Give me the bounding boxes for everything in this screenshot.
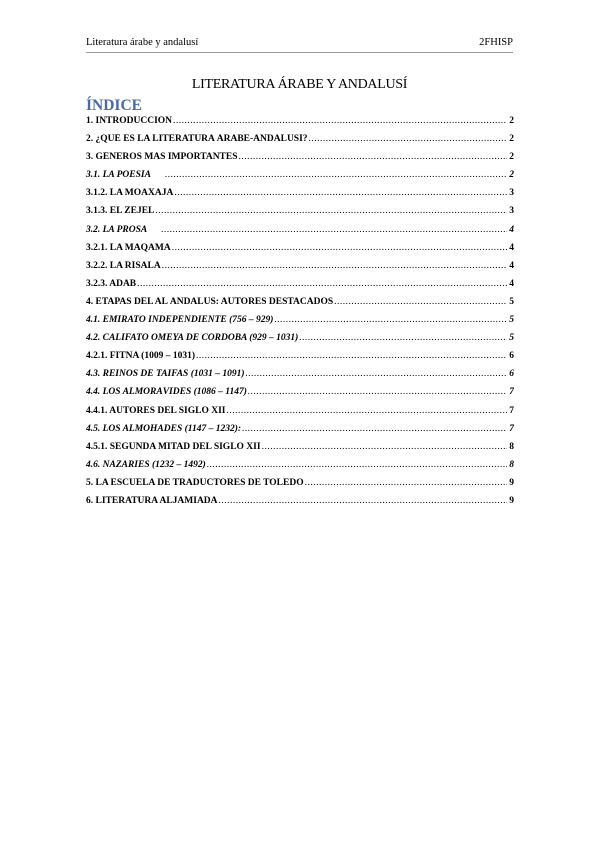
- toc-entry-page: 6: [509, 369, 514, 380]
- toc-leader: [173, 116, 507, 126]
- toc-entry[interactable]: [86, 315, 514, 333]
- toc-entry-page: 8: [509, 459, 514, 470]
- toc-entry[interactable]: [86, 369, 514, 387]
- toc-leader: [207, 460, 507, 470]
- toc-entry[interactable]: [86, 206, 514, 224]
- toc-heading: ÍNDICE: [86, 97, 142, 114]
- toc-leader: [248, 387, 507, 397]
- toc-entry-label: 4.2.1. FITNA (1009 – 1031): [86, 351, 195, 362]
- toc-entry-label: 4.6. NAZARÍES (1232 – 1492): [86, 459, 206, 470]
- table-of-contents: [86, 116, 514, 514]
- toc-entry-label: 4.2. CALIFATO OMEYA DE CÓRDOBA (929 – 1031): [86, 333, 299, 344]
- header-left-text: Literatura árabe y andalusí: [86, 37, 199, 48]
- toc-entry[interactable]: [86, 297, 514, 315]
- toc-entry-page: 2: [509, 152, 514, 163]
- toc-entry-label: 4. ETAPAS DEL AL ÁNDALUS: AUTORES DESTACADOS: [86, 296, 334, 307]
- toc-entry-label: 3.2.2. LA RÍSALA: [86, 260, 161, 271]
- toc-entry-page: 2: [509, 116, 514, 126]
- toc-leader: [174, 188, 507, 198]
- toc-leader: [162, 261, 507, 271]
- header-divider: [86, 52, 513, 53]
- toc-entry-page: 4: [509, 224, 514, 235]
- toc-leader: [334, 297, 507, 307]
- toc-entry-page: 2: [509, 170, 514, 181]
- toc-entry[interactable]: [86, 243, 514, 261]
- toc-entry-page: 9: [509, 495, 514, 506]
- toc-leader: [165, 170, 507, 180]
- toc-leader: [242, 424, 507, 434]
- toc-entry-label: 3. GÉNEROS MÁS IMPORTANTES: [86, 152, 238, 163]
- toc-leader: [155, 206, 507, 216]
- toc-entry-page: 7: [509, 405, 514, 416]
- toc-entry-page: 7: [509, 387, 514, 398]
- toc-leader: [226, 406, 507, 416]
- toc-entry[interactable]: [86, 279, 514, 297]
- toc-entry-page: 5: [509, 333, 514, 344]
- toc-entry-label: 3.1.2. LA MOAXAJA: [86, 188, 174, 199]
- toc-entry-label: 4.4.1. AUTORES DEL SIGLO XII: [86, 405, 226, 416]
- document-title: LITERATURA ÁRABE Y ANDALUSÍ: [191, 77, 408, 92]
- toc-entry[interactable]: [86, 188, 514, 206]
- toc-entry[interactable]: [86, 261, 514, 279]
- toc-leader: [161, 225, 507, 235]
- toc-entry-page: 9: [509, 477, 514, 488]
- toc-entry[interactable]: [86, 387, 514, 405]
- toc-entry-label: 4.1. EMIRATO INDEPENDIENTE (756 – 929): [86, 315, 274, 326]
- toc-entry-label: 3.2.3. ADAB: [86, 278, 137, 289]
- toc-entry-page: 8: [509, 441, 514, 452]
- toc-leader: [262, 442, 507, 452]
- toc-entry-page: 3: [509, 188, 514, 199]
- header-right-text: 2FHISP: [479, 37, 513, 48]
- toc-leader: [172, 243, 507, 253]
- toc-entry-label: 1. INTRODUCCIÓN: [86, 116, 173, 126]
- toc-entry[interactable]: [86, 116, 514, 134]
- toc-entry[interactable]: [86, 152, 514, 170]
- toc-entry-page: 6: [509, 351, 514, 362]
- toc-entry-label: 3.1. LA POESÍA: [86, 170, 151, 181]
- toc-entry-page: 7: [509, 423, 514, 434]
- toc-entry[interactable]: [86, 460, 514, 478]
- toc-entry[interactable]: [86, 478, 514, 496]
- toc-entry[interactable]: [86, 406, 514, 424]
- toc-entry-label: 3.2. LA PROSA: [86, 224, 148, 235]
- toc-entry-page: 3: [509, 206, 514, 217]
- toc-entry-label: 3.1.3. EL ZÉJEL: [86, 206, 155, 217]
- toc-entry-label: 4.5. LOS ALMOHADES (1147 – 1232):: [86, 423, 242, 434]
- toc-entry-page: 4: [509, 278, 514, 289]
- toc-leader: [299, 333, 507, 343]
- toc-entry-label: 3.2.1. LA MAQAMA: [86, 242, 171, 253]
- toc-leader: [239, 152, 507, 162]
- toc-entry-page: 4: [509, 242, 514, 253]
- toc-entry[interactable]: [86, 134, 514, 152]
- toc-entry-label: 4.3. REINOS DE TAIFAS (1031 – 1091): [86, 369, 245, 380]
- toc-entry[interactable]: [86, 424, 514, 442]
- toc-entry[interactable]: [86, 225, 514, 243]
- toc-entry-label: 2. ¿QUÉ ES LA LITERATURA ÁRABE-ANDALUSÍ?: [86, 134, 308, 145]
- toc-leader: [246, 369, 507, 379]
- toc-entry-label: 4.5.1. SEGUNDA MITAD DEL SIGLO XII: [86, 441, 261, 452]
- toc-entry[interactable]: [86, 351, 514, 369]
- toc-leader: [305, 478, 507, 488]
- toc-entry-page: 5: [509, 296, 514, 307]
- toc-entry-label: 6. LITERATURA ALJAMIADA: [86, 495, 218, 506]
- page-header: [86, 37, 513, 48]
- toc-entry[interactable]: [86, 442, 514, 460]
- toc-leader: [137, 279, 507, 289]
- toc-leader: [196, 351, 507, 361]
- toc-leader: [274, 315, 507, 325]
- toc-leader: [309, 134, 507, 144]
- toc-entry-label: 5. LA ESCUELA DE TRADUCTORES DE TOLEDO: [86, 477, 304, 488]
- toc-entry-page: 4: [509, 260, 514, 271]
- toc-entry[interactable]: [86, 170, 514, 188]
- toc-entry-label: 4.4. LOS ALMORÁVIDES (1086 – 1147): [86, 387, 247, 398]
- toc-entry-page: 2: [509, 134, 514, 145]
- toc-entry-page: 5: [509, 315, 514, 326]
- toc-entry[interactable]: [86, 333, 514, 351]
- toc-leader: [219, 496, 507, 506]
- toc-entry[interactable]: [86, 496, 514, 514]
